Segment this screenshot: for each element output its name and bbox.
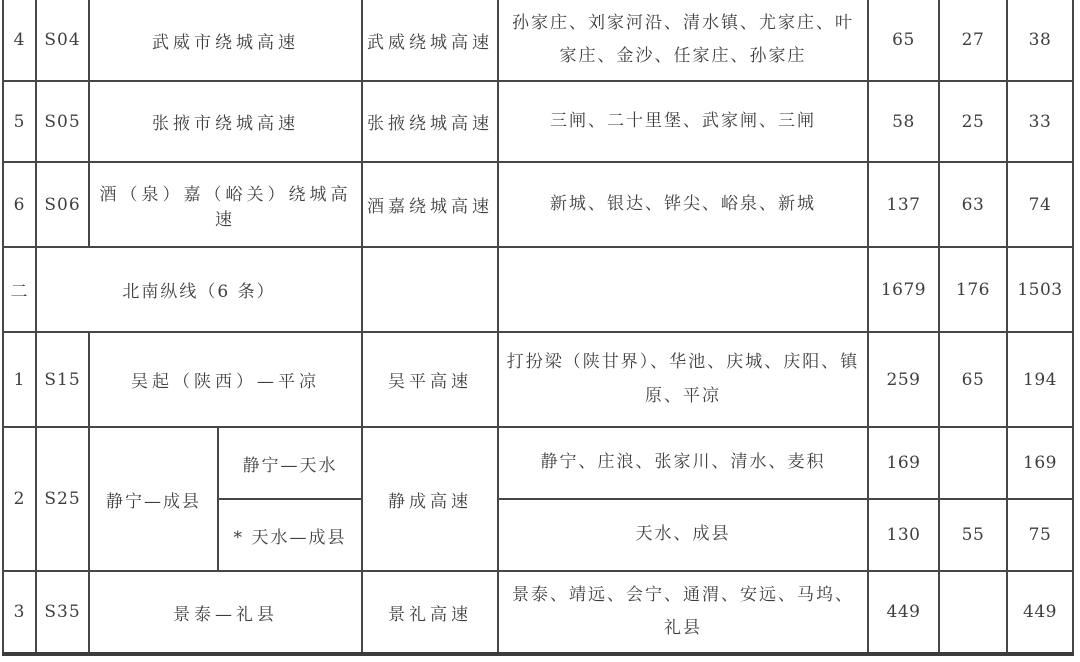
value-cell: 1503 xyxy=(1007,247,1073,332)
value-cell: 169 xyxy=(868,427,939,499)
row-number-cell: 6 xyxy=(3,162,36,247)
row-number-cell: 1 xyxy=(3,332,36,427)
segment-name-cell: * 天水—成县 xyxy=(218,499,362,571)
value-cell: 65 xyxy=(868,0,939,81)
short-name-cell: 酒嘉绕城高速 xyxy=(362,162,498,247)
value-cell: 449 xyxy=(868,571,939,654)
value-cell: 137 xyxy=(868,162,939,247)
row-number-cell: 2 xyxy=(3,427,36,571)
route-code-cell: S05 xyxy=(36,81,89,162)
stations-cell: 孙家庄、刘家河沿、清水镇、尤家庄、叶家庄、金沙、任家庄、孙家庄 xyxy=(498,0,868,81)
table-row xyxy=(3,571,1073,654)
value-cell: 25 xyxy=(939,81,1007,162)
row-number-cell: 5 xyxy=(3,81,36,162)
route-code-cell: S35 xyxy=(36,571,89,654)
value-cell: 449 xyxy=(1007,571,1073,654)
stations-cell: 打扮梁（陕甘界）、华池、庆城、庆阳、镇原、平凉 xyxy=(498,332,868,427)
table-row xyxy=(3,427,1073,499)
row-number-cell: 4 xyxy=(3,0,36,81)
value-cell: 75 xyxy=(1007,499,1073,571)
route-code-cell: S25 xyxy=(36,427,89,571)
route-code-cell: S06 xyxy=(36,162,89,247)
value-cell: 74 xyxy=(1007,162,1073,247)
value-cell: 169 xyxy=(1007,427,1073,499)
section-number-cell: 二 xyxy=(3,247,36,332)
route-code-cell: S04 xyxy=(36,0,89,81)
value-cell: 33 xyxy=(1007,81,1073,162)
stations-cell: 静宁、庄浪、张家川、清水、麦积 xyxy=(498,427,868,499)
stations-cell: 天水、成县 xyxy=(498,499,868,571)
table-row xyxy=(3,0,1073,81)
value-cell: 58 xyxy=(868,81,939,162)
short-name-cell: 静成高速 xyxy=(362,427,498,571)
value-cell: 55 xyxy=(939,499,1007,571)
table-row xyxy=(3,81,1073,162)
stations-cell: 三闸、二十里堡、武家闸、三闸 xyxy=(498,81,868,162)
value-cell: 130 xyxy=(868,499,939,571)
row-number-cell: 3 xyxy=(3,571,36,654)
value-cell: 194 xyxy=(1007,332,1073,427)
route-code-cell: S15 xyxy=(36,332,89,427)
segment-name-cell: 静宁—天水 xyxy=(218,427,362,499)
line-name-cell: 张掖市绕城高速 xyxy=(89,81,362,162)
short-name-cell xyxy=(362,247,498,332)
short-name-cell: 景礼高速 xyxy=(362,571,498,654)
highway-table xyxy=(2,0,1074,656)
line-name-cell: 武威市绕城高速 xyxy=(89,0,362,81)
value-cell: 65 xyxy=(939,332,1007,427)
value-cell: 176 xyxy=(939,247,1007,332)
stations-cell: 新城、银达、铧尖、峪泉、新城 xyxy=(498,162,868,247)
line-name-cell: 景泰—礼县 xyxy=(89,571,362,654)
value-cell: 63 xyxy=(939,162,1007,247)
value-cell xyxy=(939,571,1007,654)
table-row xyxy=(3,332,1073,427)
short-name-cell: 吴平高速 xyxy=(362,332,498,427)
value-cell xyxy=(939,427,1007,499)
short-name-cell: 张掖绕城高速 xyxy=(362,81,498,162)
section-row xyxy=(3,247,1073,332)
table-row xyxy=(3,162,1073,247)
line-name-cell: 吴起（陕西）—平凉 xyxy=(89,332,362,427)
value-cell: 259 xyxy=(868,332,939,427)
section-title-cell: 北南纵线（6 条） xyxy=(36,247,362,332)
value-cell: 27 xyxy=(939,0,1007,81)
short-name-cell: 武威绕城高速 xyxy=(362,0,498,81)
value-cell: 38 xyxy=(1007,0,1073,81)
line-name-cell: 酒（泉）嘉（峪关）绕城高速 xyxy=(89,162,362,247)
line-name-cell: 静宁—成县 xyxy=(89,427,218,571)
stations-cell: 景泰、靖远、会宁、通渭、安远、马坞、礼县 xyxy=(498,571,868,654)
value-cell: 1679 xyxy=(868,247,939,332)
stations-cell xyxy=(498,247,868,332)
